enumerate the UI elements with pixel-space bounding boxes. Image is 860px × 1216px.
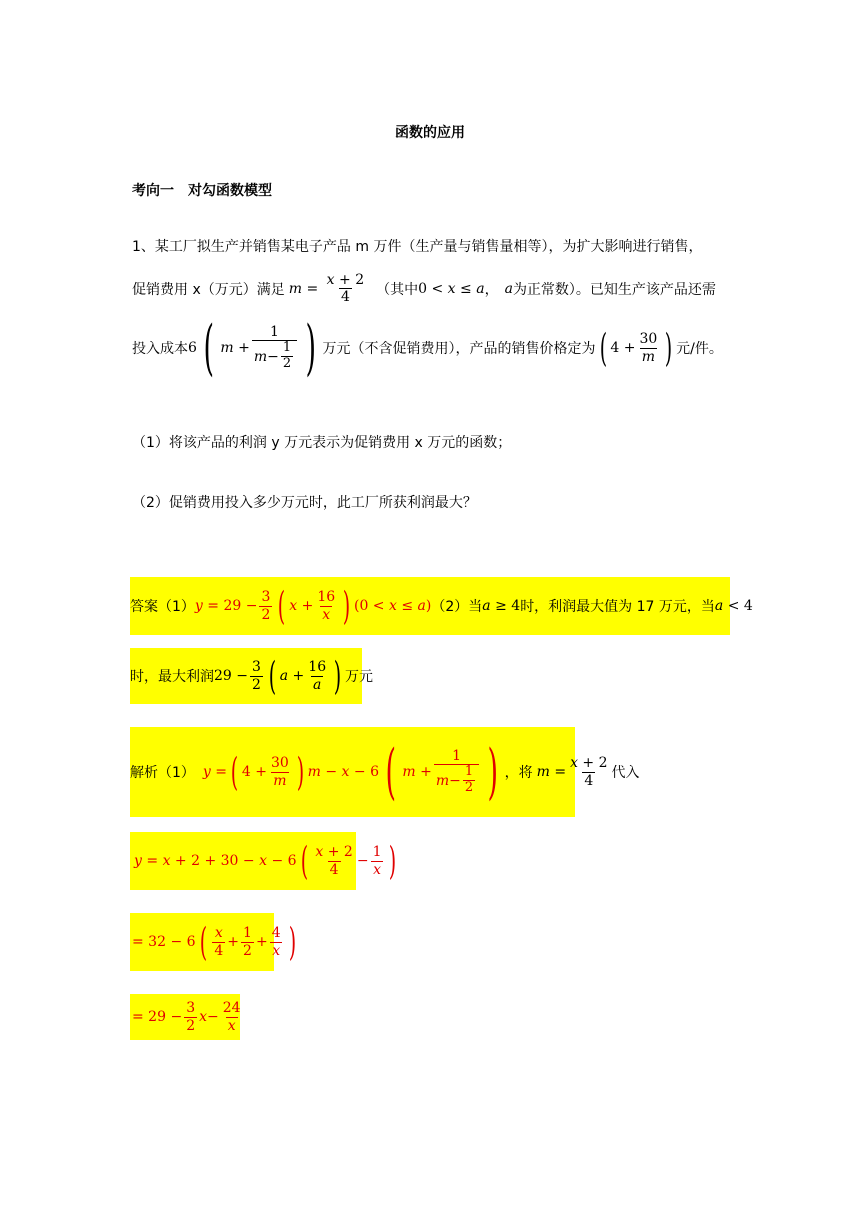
- question-1: （1）将该产品的利润 y 万元表示为促销费用 x 万元的函数；: [132, 435, 512, 451]
- fraction-3-over-2: $\frac{3}{2}$: [261, 589, 271, 623]
- fraction-16-over-x: $\frac{16}{x}$: [317, 589, 336, 623]
- fraction-3-over-2: $\frac{3}{2}$: [252, 659, 261, 693]
- problem-line-1: 1、某工厂拟生产并销售某电子产品 m 万件（生产量与销售量相等），为扩大影响进行销售，: [132, 239, 703, 255]
- fraction-30-over-m: $\frac{30}{m}$: [639, 331, 658, 365]
- page-title: 函数的应用: [395, 125, 465, 141]
- fraction-16-over-a: $\frac{16}{a}$: [308, 659, 327, 693]
- fraction-1-over-m-minus-half: 1 m − $\frac{1}{2}$: [252, 324, 297, 372]
- answer-line-2: 时，最大利润 29 − $\frac{3}{2}$ ( a + $\frac{16}{a}$ ) 万元: [130, 648, 362, 704]
- analysis-line-3: = 32 − 6 ( $\frac{x}{4}$ + $\frac{1}{2}$ + $\frac{4}{x}$ ): [130, 913, 274, 971]
- analysis-line-2: y = x + 2 + 30 − x − 6 ( $\frac{x + 2}{4}$ − $\frac{1}{x}$ ): [130, 832, 356, 890]
- answer-line-1: 答案（1） y = 29 − $\frac{3}{2}$ ( x + $\frac{16}{x}$ ) (0 < x ≤ a) （2）当 a ≥ 4 时，利润最大值为 17 万元，当 a < 4: [130, 577, 730, 635]
- question-2: （2）促销费用投入多少万元时，此工厂所获利润最大？: [132, 495, 477, 511]
- problem-line-2: 促销费用 x（万元）满足 m = $\frac{x + 2}{4}$ （其中 0 < x ≤ a ， a 为正常数）。已知生产该产品还需: [132, 272, 716, 306]
- analysis-line-1: 解析（1） y = ( 4 + $\frac{30}{m}$ ) m − x − 6 ( m + 1 m − $\frac{1}{2}$ ) ，将 m = $\frac{x + 2}{4}$ 代入: [130, 727, 575, 817]
- section-heading: 考向一 对勾函数模型: [132, 183, 272, 199]
- problem-line-3: 投入成本 6 ( m + 1 m − $\frac{1}{2}$ ) 万元（不含促销费用），产品的销售价格定为 ( 4 + $\frac{30}{m}$ ) 元/件。: [132, 313, 723, 383]
- analysis-line-4: = 29 − $\frac{3}{2}$ x − $\frac{24}{x}$: [130, 994, 240, 1040]
- fraction-x-plus-2-over-4: $\frac{x + 2}{4}$: [326, 272, 365, 306]
